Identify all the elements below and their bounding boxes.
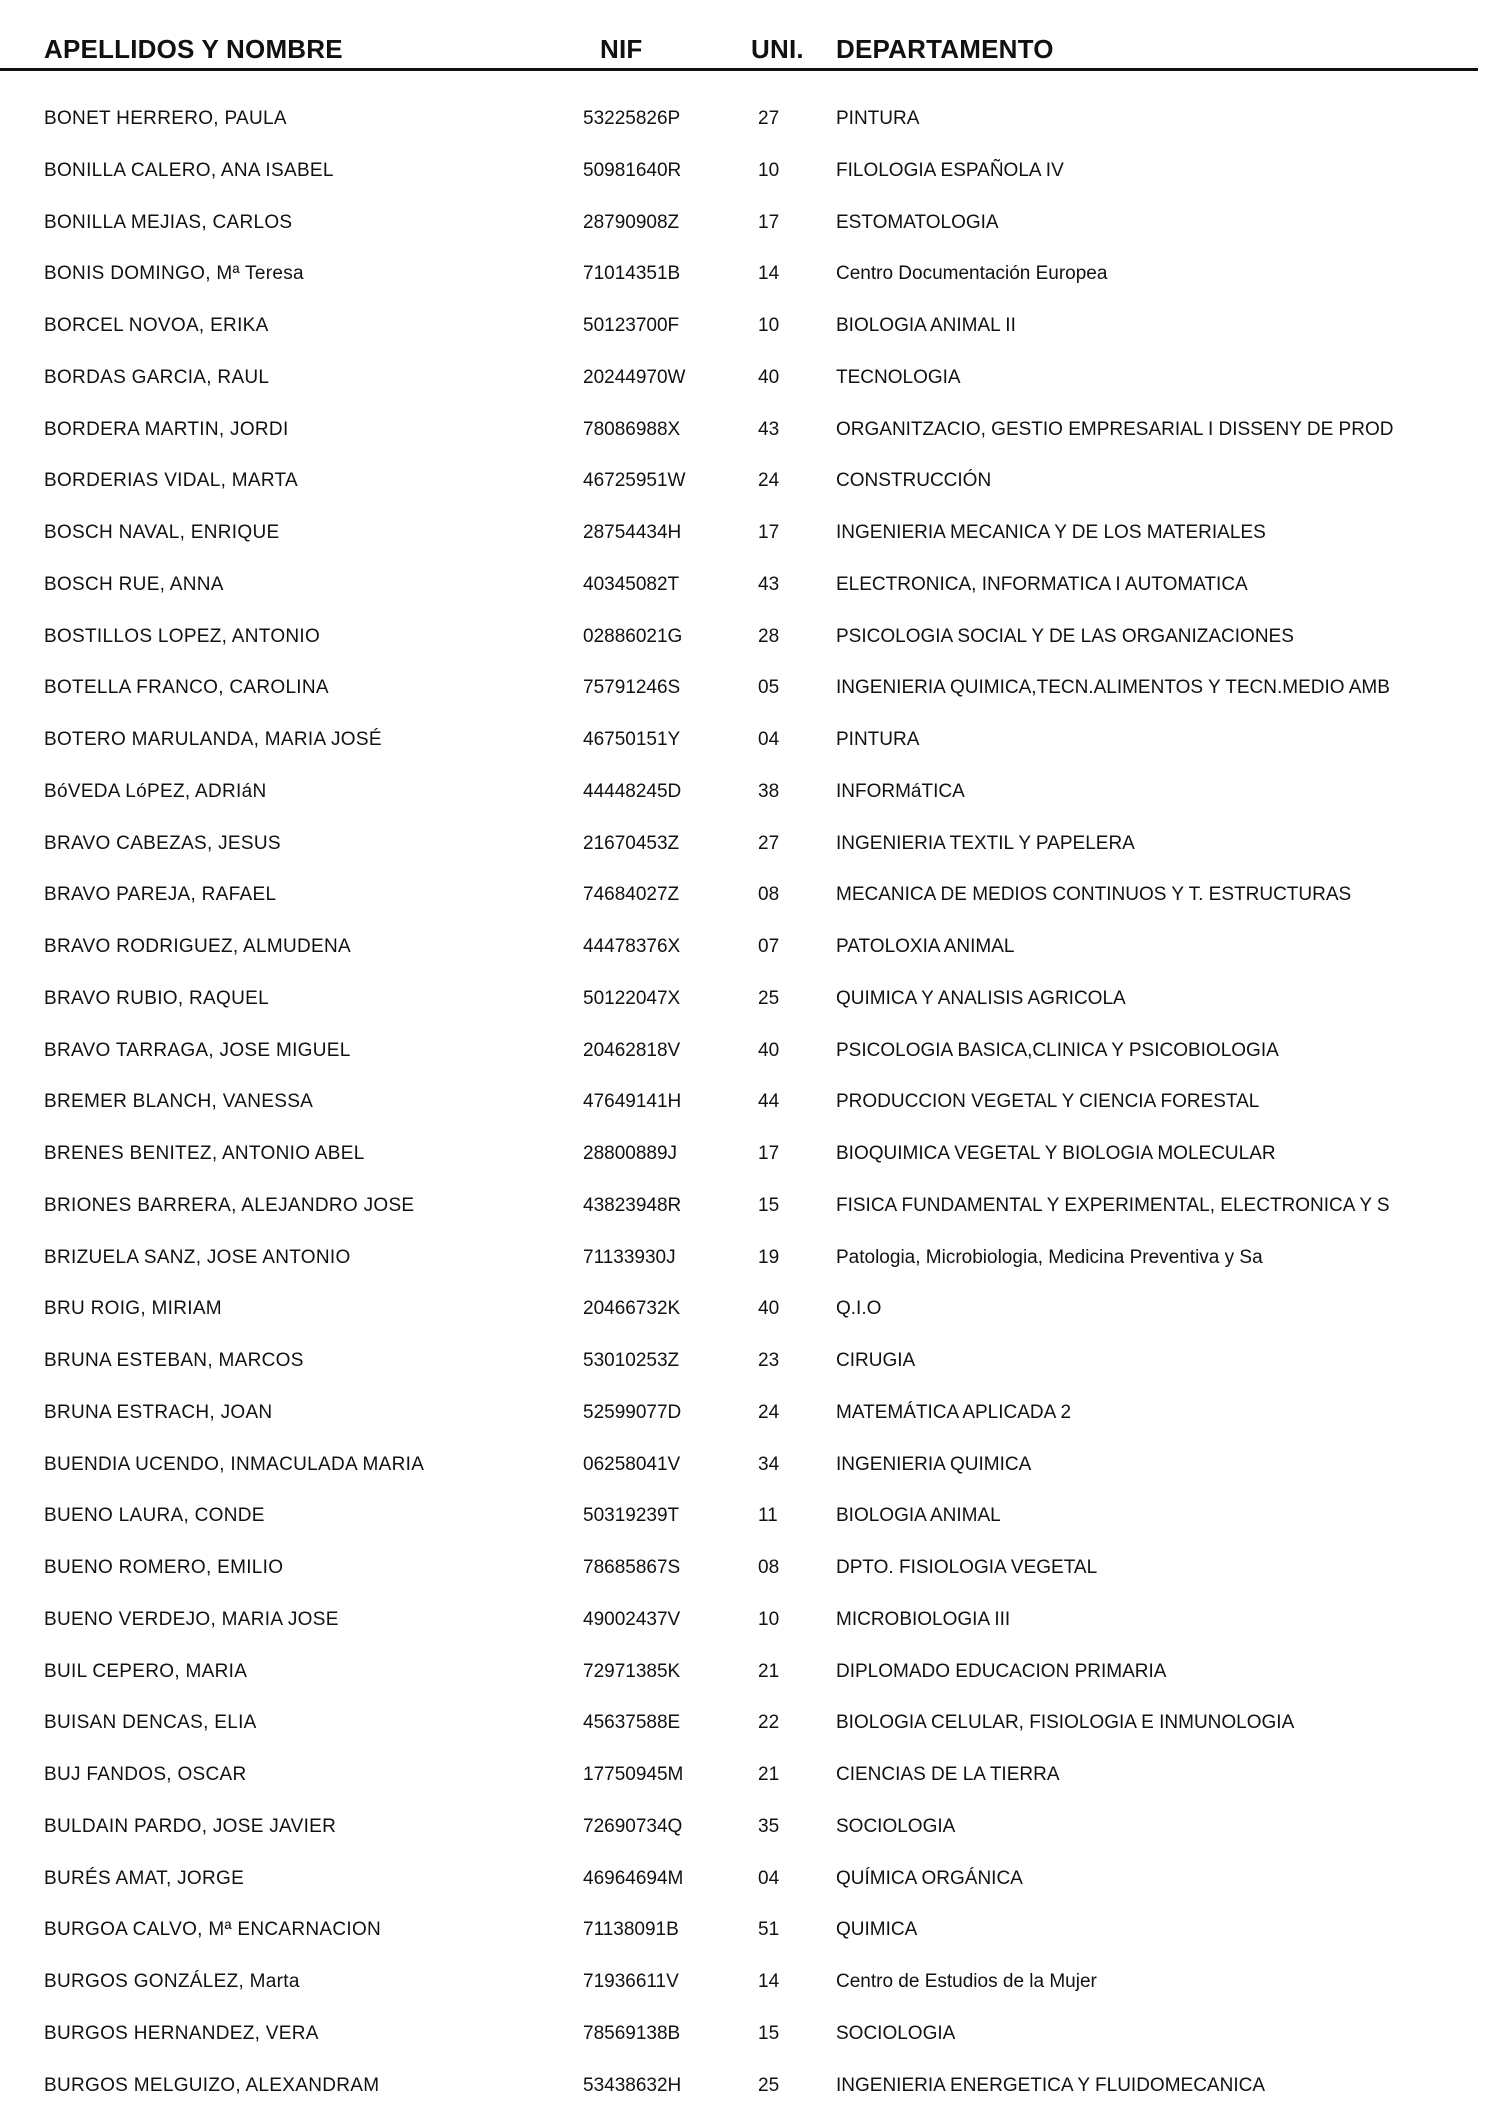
cell-uni: 25 (758, 987, 780, 1009)
cell-name: BORDERA MARTIN, JORDI (44, 418, 289, 440)
cell-department: PSICOLOGIA SOCIAL Y DE LAS ORGANIZACIONES (836, 625, 1294, 647)
cell-department: FILOLOGIA ESPAÑOLA IV (836, 159, 1064, 181)
cell-nif: 72971385K (583, 1660, 681, 1682)
cell-uni: 24 (758, 470, 780, 492)
cell-department: PATOLOXIA ANIMAL (836, 936, 1015, 957)
table-row (0, 1599, 1500, 1651)
table-row (0, 1547, 1500, 1599)
cell-department: Q.I.O (836, 1298, 882, 1320)
cell-nif: 20466732K (583, 1298, 681, 1320)
cell-name: BONET HERRERO, PAULA (44, 108, 287, 129)
cell-nif: 20462818V (583, 1039, 681, 1061)
table-row (0, 253, 1500, 305)
cell-name: BULDAIN PARDO, JOSE JAVIER (44, 1815, 337, 1837)
cell-uni: 40 (758, 1039, 780, 1061)
cell-department: MATEMÁTICA APLICADA 2 (836, 1401, 1072, 1423)
cell-name: BRIONES BARRERA, ALEJANDRO JOSE (44, 1194, 415, 1216)
cell-name: BOSCH RUE, ANNA (44, 573, 224, 595)
cell-uni: 08 (758, 1557, 780, 1578)
cell-department: QUIMICA Y ANALISIS AGRICOLA (836, 987, 1126, 1009)
cell-department: PSICOLOGIA BASICA,CLINICA Y PSICOBIOLOGIA (836, 1039, 1279, 1061)
cell-name: BUISAN DENCAS, ELIA (44, 1712, 257, 1734)
cell-nif: 28754434H (583, 522, 682, 543)
cell-uni: 40 (758, 1298, 780, 1320)
cell-uni: 24 (758, 1401, 780, 1423)
table-row (0, 512, 1500, 564)
header-uni: UNI. (751, 34, 804, 64)
cell-uni: 08 (758, 884, 780, 906)
cell-uni: 23 (758, 1350, 780, 1371)
cell-name: BRAVO PAREJA, RAFAEL (44, 884, 277, 906)
table-row (0, 1806, 1500, 1858)
cell-nif: 71014351B (583, 263, 681, 285)
cell-nif: 74684027Z (583, 884, 680, 906)
cell-uni: 05 (758, 677, 780, 699)
cell-name: BONIS DOMINGO, Mª Teresa (44, 263, 304, 285)
header-divider (0, 68, 1478, 71)
cell-nif: 50981640R (583, 159, 682, 181)
cell-uni: 27 (758, 108, 780, 129)
cell-nif: 78569138B (583, 2022, 681, 2044)
cell-uni: 27 (758, 832, 780, 854)
table-row (0, 1858, 1500, 1910)
cell-name: BRU ROIG, MIRIAM (44, 1298, 222, 1320)
cell-department: CIRUGIA (836, 1350, 916, 1371)
cell-nif: 06258041V (583, 1453, 681, 1475)
cell-uni: 07 (758, 936, 780, 957)
cell-nif: 17750945M (583, 1764, 684, 1785)
header-name: APELLIDOS Y NOMBRE (44, 34, 343, 64)
cell-uni: 11 (758, 1505, 778, 1527)
table-row (0, 1754, 1500, 1806)
table-row (0, 978, 1500, 1030)
cell-department: Centro Documentación Europea (836, 263, 1108, 285)
cell-nif: 28790908Z (583, 211, 680, 233)
header-department: DEPARTAMENTO (836, 34, 1054, 64)
cell-department: INGENIERIA QUIMICA (836, 1453, 1032, 1475)
cell-name: BOTERO MARULANDA, MARIA JOSÉ (44, 729, 382, 750)
cell-uni: 44 (758, 1091, 780, 1113)
cell-department: SOCIOLOGIA (836, 1815, 956, 1837)
cell-department: INFORMáTICA (836, 780, 965, 802)
cell-uni: 21 (758, 1764, 780, 1785)
cell-name: BRUNA ESTEBAN, MARCOS (44, 1350, 304, 1371)
cell-department: PRODUCCION VEGETAL Y CIENCIA FORESTAL (836, 1091, 1260, 1113)
cell-department: BIOLOGIA ANIMAL II (836, 315, 1016, 336)
table-row (0, 874, 1500, 926)
cell-uni: 40 (758, 366, 780, 388)
cell-nif: 78086988X (583, 418, 681, 440)
cell-name: BOSTILLOS LOPEZ, ANTONIO (44, 625, 321, 647)
table-row (0, 1444, 1500, 1496)
cell-name: BRAVO CABEZAS, JESUS (44, 832, 281, 854)
cell-nif: 40345082T (583, 573, 680, 595)
cell-name: BUENDIA UCENDO, INMACULADA MARIA (44, 1453, 425, 1475)
cell-nif: 50319239T (583, 1505, 680, 1527)
cell-name: BUJ FANDOS, OSCAR (44, 1764, 247, 1785)
cell-name: BRUNA ESTRACH, JOAN (44, 1401, 273, 1423)
cell-department: MICROBIOLOGIA III (836, 1608, 1011, 1630)
cell-department: DIPLOMADO EDUCACION PRIMARIA (836, 1660, 1167, 1682)
cell-uni: 28 (758, 625, 780, 647)
cell-uni: 10 (758, 315, 780, 336)
cell-department: TECNOLOGIA (836, 366, 961, 388)
cell-name: BURGOS GONZÁLEZ, Marta (44, 1971, 300, 1992)
cell-nif: 53225826P (583, 108, 681, 129)
cell-department: SOCIOLOGIA (836, 2022, 956, 2044)
cell-uni: 22 (758, 1712, 780, 1734)
cell-nif: 20244970W (583, 366, 686, 388)
table-row (0, 616, 1500, 668)
cell-name: BONILLA CALERO, ANA ISABEL (44, 159, 334, 181)
cell-department: PINTURA (836, 108, 920, 129)
cell-name: BURGOA CALVO, Mª ENCARNACION (44, 1919, 382, 1941)
cell-uni: 04 (758, 1867, 780, 1889)
cell-nif: 50122047X (583, 987, 681, 1009)
cell-nif: 53010253Z (583, 1350, 680, 1371)
cell-uni: 04 (758, 729, 780, 750)
cell-nif: 02886021G (583, 625, 683, 647)
table-row (0, 357, 1500, 409)
cell-name: BUENO VERDEJO, MARIA JOSE (44, 1608, 339, 1630)
cell-nif: 46725951W (583, 470, 686, 492)
cell-name: BRENES BENITEZ, ANTONIO ABEL (44, 1143, 365, 1164)
cell-department: FISICA FUNDAMENTAL Y EXPERIMENTAL, ELECTRONICA Y S (836, 1194, 1390, 1216)
cell-name: BOSCH NAVAL, ENRIQUE (44, 522, 280, 543)
cell-name: BURÉS AMAT, JORGE (44, 1867, 245, 1889)
table-row (0, 409, 1500, 461)
table-row (0, 305, 1500, 357)
cell-nif: 47649141H (583, 1091, 682, 1113)
cell-nif: 52599077D (583, 1401, 682, 1423)
cell-department: ESTOMATOLOGIA (836, 211, 999, 233)
cell-department: CONSTRUCCIÓN (836, 470, 992, 492)
table-row (0, 1237, 1500, 1289)
cell-department: INGENIERIA MECANICA Y DE LOS MATERIALES (836, 522, 1266, 543)
table-row (0, 2065, 1500, 2117)
table-row (0, 719, 1500, 771)
cell-nif: 28800889J (583, 1143, 678, 1164)
cell-name: BOTELLA FRANCO, CAROLINA (44, 677, 329, 699)
cell-nif: 44448245D (583, 780, 682, 802)
cell-department: BIOQUIMICA VEGETAL Y BIOLOGIA MOLECULAR (836, 1143, 1276, 1164)
cell-department: ORGANITZACIO, GESTIO EMPRESARIAL I DISSENY DE PROD (836, 418, 1394, 440)
cell-uni: 43 (758, 418, 780, 440)
table-row (0, 202, 1500, 254)
cell-uni: 38 (758, 780, 780, 802)
cell-name: BORDERIAS VIDAL, MARTA (44, 470, 299, 492)
table-row (0, 1702, 1500, 1754)
table-row (0, 1288, 1500, 1340)
header-nif: NIF (600, 34, 643, 64)
table-row (0, 460, 1500, 512)
cell-name: BURGOS HERNANDEZ, VERA (44, 2022, 319, 2044)
cell-nif: 46964694M (583, 1867, 684, 1889)
cell-department: BIOLOGIA CELULAR, FISIOLOGIA E INMUNOLOGIA (836, 1712, 1295, 1734)
cell-nif: 45637588E (583, 1712, 681, 1734)
cell-nif: 21670453Z (583, 832, 680, 854)
table-row (0, 1392, 1500, 1444)
table-row (0, 1961, 1500, 2013)
cell-uni: 15 (758, 1194, 780, 1216)
cell-nif: 50123700F (583, 315, 680, 336)
cell-department: DPTO. FISIOLOGIA VEGETAL (836, 1557, 1098, 1578)
cell-nif: 71138091B (583, 1919, 679, 1941)
table-row (0, 1495, 1500, 1547)
table-row (0, 823, 1500, 875)
table-body (0, 98, 1500, 2116)
cell-uni: 15 (758, 2022, 780, 2044)
cell-department: INGENIERIA QUIMICA,TECN.ALIMENTOS Y TECN.MEDIO AMB (836, 677, 1390, 699)
table-row (0, 564, 1500, 616)
cell-nif: 71133930J (583, 1246, 676, 1268)
table-row (0, 1185, 1500, 1237)
cell-department: INGENIERIA TEXTIL Y PAPELERA (836, 832, 1135, 854)
cell-nif: 44478376X (583, 936, 681, 957)
cell-uni: 35 (758, 1815, 780, 1837)
cell-name: BUENO ROMERO, EMILIO (44, 1557, 284, 1578)
cell-name: BUENO LAURA, CONDE (44, 1505, 265, 1527)
table-row (0, 150, 1500, 202)
cell-name: BRIZUELA SANZ, JOSE ANTONIO (44, 1246, 351, 1268)
cell-department: INGENIERIA ENERGETICA Y FLUIDOMECANICA (836, 2074, 1266, 2096)
cell-department: QUIMICA (836, 1919, 918, 1941)
cell-nif: 78685867S (583, 1557, 681, 1578)
cell-uni: 21 (758, 1660, 780, 1682)
cell-name: BUIL CEPERO, MARIA (44, 1660, 248, 1682)
cell-nif: 71936611V (583, 1971, 679, 1992)
cell-name: BRAVO TARRAGA, JOSE MIGUEL (44, 1039, 351, 1061)
table-row (0, 926, 1500, 978)
cell-name: BRAVO RODRIGUEZ, ALMUDENA (44, 936, 351, 957)
cell-uni: 10 (758, 1608, 780, 1630)
cell-department: PINTURA (836, 729, 920, 750)
cell-department: BIOLOGIA ANIMAL (836, 1505, 1001, 1527)
cell-uni: 43 (758, 573, 780, 595)
cell-department: Centro de Estudios de la Mujer (836, 1971, 1097, 1992)
cell-uni: 14 (758, 1971, 780, 1992)
table-row (0, 667, 1500, 719)
table-row (0, 1909, 1500, 1961)
table-header (0, 30, 1500, 70)
cell-name: BREMER BLANCH, VANESSA (44, 1091, 314, 1113)
cell-nif: 46750151Y (583, 729, 681, 750)
cell-uni: 17 (758, 1143, 780, 1164)
cell-uni: 17 (758, 522, 780, 543)
cell-nif: 43823948R (583, 1194, 682, 1216)
cell-name: BóVEDA LóPEZ, ADRIáN (44, 780, 267, 802)
table-row (0, 98, 1500, 150)
cell-nif: 53438632H (583, 2074, 682, 2096)
cell-nif: 49002437V (583, 1608, 681, 1630)
table-row (0, 2013, 1500, 2065)
table-row (0, 771, 1500, 823)
cell-uni: 17 (758, 211, 780, 233)
table-row (0, 1340, 1500, 1392)
cell-nif: 75791246S (583, 677, 681, 699)
cell-name: BORCEL NOVOA, ERIKA (44, 315, 269, 336)
cell-department: QUÍMICA ORGÁNICA (836, 1867, 1023, 1889)
cell-name: BURGOS MELGUIZO, ALEXANDRAM (44, 2074, 380, 2096)
cell-uni: 10 (758, 159, 780, 181)
cell-nif: 72690734Q (583, 1815, 683, 1837)
cell-name: BORDAS GARCIA, RAUL (44, 366, 270, 388)
cell-uni: 51 (758, 1919, 780, 1941)
cell-uni: 34 (758, 1453, 780, 1475)
cell-uni: 14 (758, 263, 780, 285)
cell-name: BONILLA MEJIAS, CARLOS (44, 211, 293, 233)
cell-uni: 25 (758, 2074, 780, 2096)
table-row (0, 1030, 1500, 1082)
cell-department: CIENCIAS DE LA TIERRA (836, 1764, 1060, 1785)
cell-name: BRAVO RUBIO, RAQUEL (44, 987, 269, 1009)
cell-uni: 19 (758, 1246, 780, 1268)
table-row (0, 1133, 1500, 1185)
cell-department: MECANICA DE MEDIOS CONTINUOS Y T. ESTRUCTURAS (836, 884, 1352, 906)
table-row (0, 1651, 1500, 1703)
cell-department: ELECTRONICA, INFORMATICA I AUTOMATICA (836, 573, 1248, 595)
cell-department: Patologia, Microbiologia, Medicina Preventiva y Sa (836, 1246, 1263, 1268)
table-row (0, 1081, 1500, 1133)
